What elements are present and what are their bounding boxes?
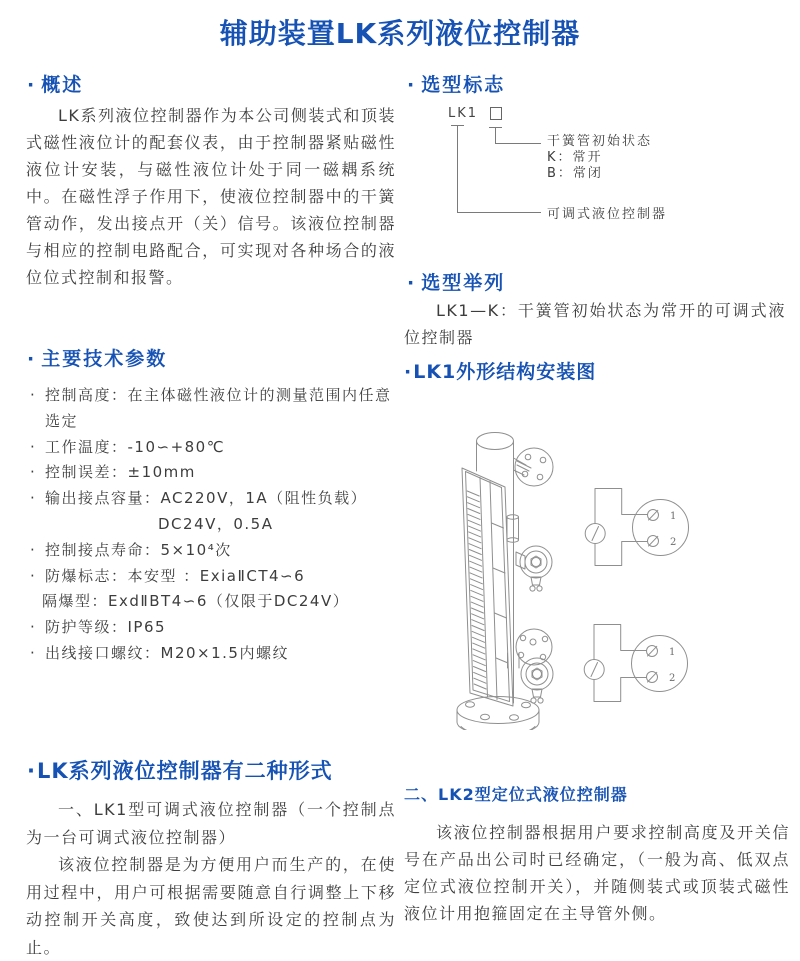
level-gauge-illustration [457, 433, 553, 731]
lk2-text: 该液位控制器根据用户要求控制高度及开关信号在产品出公司时已经确定，（一般为高、低双点定位式液位控制开关），并随侧装式或顶装式磁性液位计用抱箍固定在主导管外侧。 [404, 823, 790, 923]
connector-line [495, 127, 496, 144]
wiring-diagram [585, 489, 688, 566]
tech-params-list [28, 383, 396, 667]
param-text: 防爆标志：本安型 ：ExiaⅡCT4∽6 [45, 566, 306, 585]
param-working-temperature [28, 435, 396, 461]
param-protection-grade [28, 615, 396, 641]
connector-line [495, 143, 541, 144]
param-contact-life [28, 538, 396, 564]
terminal-1-label: 1 [670, 511, 677, 522]
bullet-icon: · [30, 643, 37, 662]
heading-overview [27, 70, 83, 97]
bullet-icon: · [30, 489, 37, 508]
heading-two-forms [27, 755, 333, 785]
connector-line [457, 212, 541, 213]
bullet-icon: · [30, 437, 37, 456]
bullet-icon: · [30, 618, 37, 637]
lk1-structure-drawing [430, 410, 700, 730]
bullet-icon: · [30, 386, 37, 404]
bullet-icon: · [407, 74, 415, 96]
param-text: 隔爆型：ExdⅡBT4∽6（仅限于DC24V） [42, 592, 350, 611]
connector-line [457, 125, 458, 213]
param-control-height [28, 383, 396, 435]
terminal-2-label: 2 [670, 537, 677, 548]
param-text: 输出接点容量：AC220V，1A（阻性负载） [45, 489, 368, 508]
heading-selection-example [407, 268, 505, 295]
param-output-capacity-ac [28, 486, 396, 512]
param-text: 防护等级：IP65 [45, 618, 167, 637]
wiring-diagram-2 [584, 625, 687, 702]
param-text: 控制误差：±10mm [45, 463, 196, 482]
bullet-icon: · [30, 566, 37, 585]
bullet-icon: · [27, 759, 35, 783]
overview-text: LK系列液位控制器作为本公司侧装式和顶装式磁性液位计的配套仪表，由于控制器紧贴磁性液位计安装，与磁性液位计处于同一磁耦系统中。在磁性浮子作用下，使液位控制器中的干簧管动作，发出接点开（关）信号。该液位控制器与相应的控制电路配合，可实现对各种场合的液位位式控制和报警。 [26, 106, 396, 287]
heading-selection-mark [407, 70, 505, 97]
connector-face [633, 500, 689, 556]
heading-structure-drawing-text: LK1外形结构安装图 [413, 361, 597, 383]
bullet-icon: · [407, 272, 415, 294]
param-flameproof-type [28, 589, 396, 615]
bullet-icon: · [27, 348, 35, 370]
model-code: LK1 [448, 106, 479, 121]
option-b-label: B：常闭 [547, 166, 603, 181]
param-text: 出线接口螺纹：M20×1.5内螺纹 [45, 643, 289, 662]
selection-example-text: LK1—K：干簧管初始状态为常开的可调式液位控制器 [404, 301, 786, 347]
param-text: 控制高度：在主体磁性液位计的测量范围内任意选定 [45, 386, 392, 430]
param-text: DC24V，0.5A [158, 514, 274, 533]
overview-paragraph [26, 102, 396, 291]
param-explosion-proof-mark [28, 564, 396, 590]
bullet-icon: · [30, 540, 37, 559]
selection-mark-diagram [430, 100, 790, 235]
heading-overview-text: 概述 [41, 74, 84, 96]
bullet-icon: · [404, 361, 412, 383]
page-title: 辅助装置LK系列液位控制器 [219, 17, 581, 50]
param-control-error [28, 460, 396, 486]
selection-example-paragraph [404, 297, 786, 351]
param-output-capacity-dc [28, 512, 396, 538]
option-box [490, 107, 502, 120]
heading-lk2-text: 二、LK2型定位式液位控制器 [404, 785, 628, 804]
heading-two-forms-text: LK系列液位控制器有二种形式 [36, 759, 333, 783]
forms-paragraphs [26, 796, 396, 961]
reed-state-label: 干簧管初始状态 [547, 134, 653, 149]
bullet-icon: · [27, 74, 35, 96]
lk1-form-description: 该液位控制器是为方便用户而生产的，在使用过程中，用户可根据需要随意自行调整上下移动控制开关高度，致使达到所设定的控制点为止。 [26, 855, 396, 957]
option-k-label: K：常开 [547, 150, 603, 165]
heading-tech-params-text: 主要技术参数 [41, 348, 168, 370]
heading-selection-mark-text: 选型标志 [421, 74, 506, 96]
param-text: 控制接点寿命：5×10⁴次 [45, 540, 232, 559]
lk1-form-title: 一、LK1型可调式液位控制器（一个控制点为一台可调式液位控制器） [26, 800, 396, 847]
param-outlet-thread [28, 641, 396, 667]
param-text: 工作温度：-10∽+80℃ [45, 437, 226, 456]
bullet-icon: · [30, 463, 37, 482]
heading-structure-drawing [404, 357, 596, 384]
heading-tech-params [27, 344, 167, 371]
heading-lk2 [404, 782, 628, 805]
lk2-paragraph [404, 819, 790, 927]
heading-selection-example-text: 选型举列 [421, 272, 506, 294]
adjustable-controller-label: 可调式液位控制器 [547, 207, 668, 222]
